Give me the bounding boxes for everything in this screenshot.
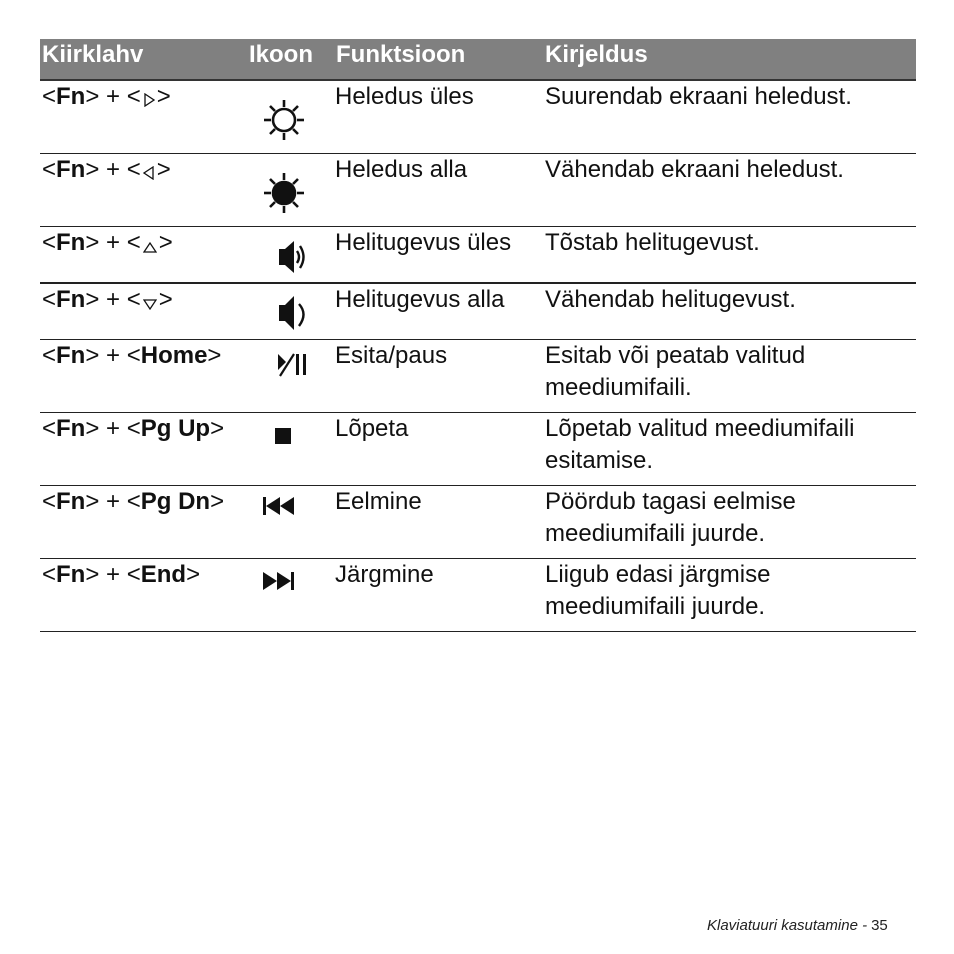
shortcut-key: <Fn> + < >: [42, 286, 173, 313]
description-text: Pöördub tagasi eelmise meediumifaili juurde.: [545, 488, 796, 547]
function-label: Esita/paus: [335, 342, 448, 369]
down-triangle-icon: [143, 298, 157, 310]
table-header: [40, 39, 916, 81]
table-row: [40, 413, 916, 486]
next-track-icon: [255, 559, 315, 631]
stop-icon: [255, 413, 315, 485]
shortcut-key: <Fn> + <Pg Dn>: [42, 488, 225, 515]
description-text: Esitab või peatab valitud meediumifaili.: [545, 342, 806, 401]
up-triangle-icon: [143, 241, 157, 253]
table-row: [40, 154, 916, 227]
table-row: [40, 227, 916, 284]
header-icon: Ikoon: [249, 41, 313, 68]
description-text: Tõstab helitugevust.: [545, 229, 760, 256]
table-row: [40, 81, 916, 154]
table-row: [40, 340, 916, 413]
brightness-up-icon: [255, 81, 315, 153]
shortcut-key: <Fn> + < >: [42, 229, 173, 256]
header-key: Kiirklahv: [42, 41, 144, 68]
shortcut-key: <Fn> + <Home>: [42, 342, 222, 369]
shortcut-key: <Fn> + <End>: [42, 561, 201, 588]
description-text: Suurendab ekraani heledust.: [545, 83, 852, 110]
header-description: Kirjeldus: [545, 41, 648, 68]
shortcut-key: <Fn> + < >: [42, 83, 171, 110]
function-label: Heledus alla: [335, 156, 468, 183]
function-label: Helitugevus alla: [335, 286, 505, 313]
volume-down-icon: [255, 284, 315, 339]
function-label: Lõpeta: [335, 415, 409, 442]
table-row: [40, 284, 916, 340]
previous-track-icon: [255, 486, 315, 558]
shortcut-table: [40, 39, 916, 632]
volume-up-icon: [255, 227, 315, 282]
description-text: Vähendab helitugevust.: [545, 286, 796, 313]
function-label: Eelmine: [335, 488, 422, 515]
play-pause-icon: [255, 340, 315, 412]
page-number: 35: [871, 917, 888, 934]
page-footer: [707, 917, 888, 934]
right-triangle-icon: [143, 93, 155, 107]
shortcut-key: <Fn> + < >: [42, 156, 171, 183]
description-text: Vähendab ekraani heledust.: [545, 156, 844, 183]
function-label: Heledus üles: [335, 83, 474, 110]
description-text: Liigub edasi järgmise meediumifaili juurde.: [545, 561, 771, 620]
function-label: Helitugevus üles: [335, 229, 512, 256]
header-function: Funktsioon: [336, 41, 466, 68]
description-text: Lõpetab valitud meediumifaili esitamise.: [545, 415, 855, 474]
shortcut-key: <Fn> + <Pg Up>: [42, 415, 225, 442]
brightness-down-icon: [255, 154, 315, 226]
function-label: Järgmine: [335, 561, 434, 588]
table-row: [40, 559, 916, 632]
footer-section-title: Klaviatuuri kasutamine -: [707, 917, 868, 934]
left-triangle-icon: [143, 166, 155, 180]
table-row: [40, 486, 916, 559]
